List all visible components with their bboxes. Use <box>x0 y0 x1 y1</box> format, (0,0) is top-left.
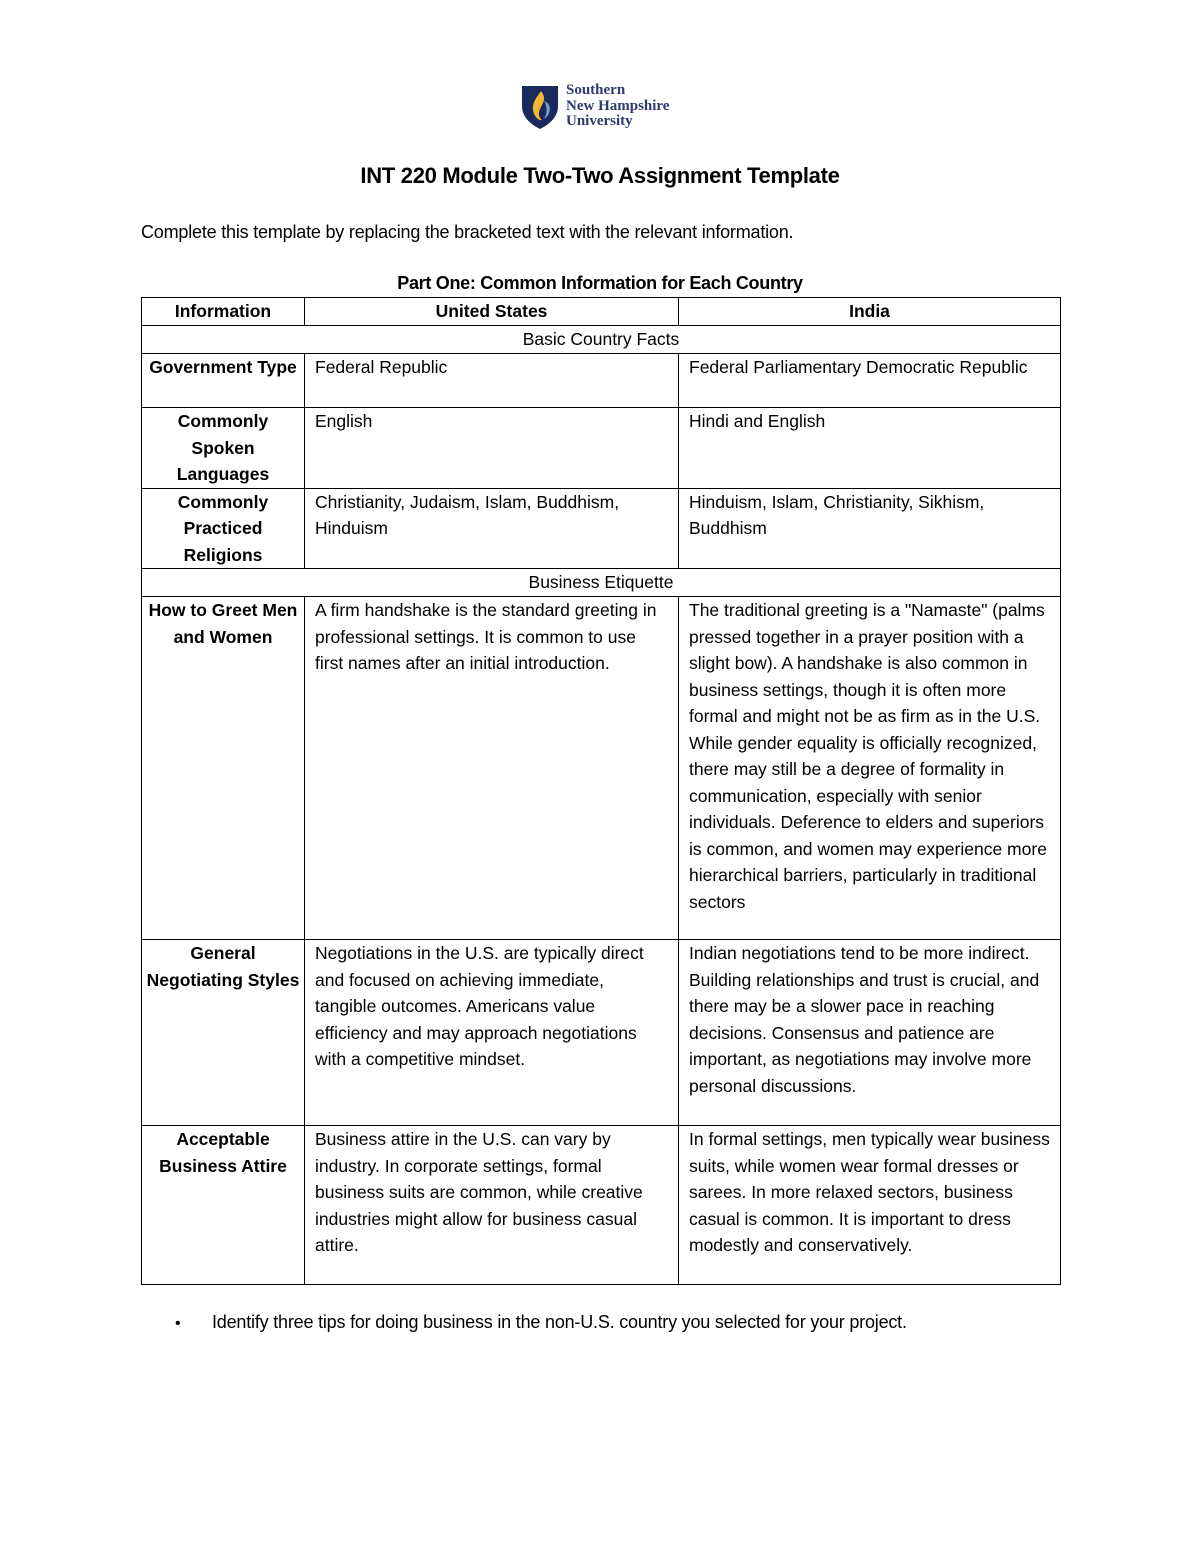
intro-text: Complete this template by replacing the bracketed text with the relevant information. <box>141 222 794 242</box>
table-row <box>142 1126 1061 1285</box>
us-negotiating-styles: Negotiations in the U.S. are typically direct and focused on achieving immediate, tangible outcomes. Americans value efficiency and may approach negotiations with a competitive mindset. <box>305 940 679 1126</box>
shield-flame-icon <box>520 84 560 130</box>
india-negotiating-styles: Indian negotiations tend to be more indirect. Building relationships and trust is crucial, and there may be a slower pace in reaching decisions. Consensus and patience are important, as negotiations may involve more personal discussions. <box>679 940 1061 1126</box>
university-logo <box>520 84 669 130</box>
section-row-basic-facts <box>142 326 1061 354</box>
india-government-type: Federal Parliamentary Democratic Republic <box>679 354 1061 408</box>
section-business-etiquette: Business Etiquette <box>142 569 1061 597</box>
row-label-business-attire: Acceptable Business Attire <box>142 1126 305 1285</box>
us-business-attire: Business attire in the U.S. can vary by industry. In corporate settings, formal business suits are common, while creative industries might allow for business casual attire. <box>305 1126 679 1285</box>
university-name <box>566 83 669 130</box>
logo-line-2: New Hampshire <box>566 97 670 114</box>
india-religions: Hinduism, Islam, Christianity, Sikhism, Buddhism <box>679 488 1061 569</box>
table-row <box>142 940 1061 1126</box>
table-row <box>142 354 1061 408</box>
us-greeting: A firm handshake is the standard greeting in professional settings. It is common to use first names after an initial introduction. <box>305 597 679 940</box>
row-label-languages: Commonly Spoken Languages <box>142 408 305 489</box>
us-government-type: Federal Republic <box>305 354 679 408</box>
header-united-states: United States <box>305 298 679 326</box>
part-one-title: Part One: Common Information for Each Country <box>397 273 803 293</box>
india-greeting: The traditional greeting is a "Namaste" (palms pressed together in a prayer position with a slight bow). A handshake is also common in business settings, though it is often more formal and might not be as firm as in the U.S. While gender equality is officially recognized, there may still be a degree of formality in communication, especially with senior individuals. Deference to elders and superiors is common, and women may experience more hierarchical barriers, particularly in traditional sectors <box>679 597 1061 940</box>
us-languages: English <box>305 408 679 489</box>
header-information: Information <box>142 298 305 326</box>
india-business-attire: In formal settings, men typically wear business suits, while women wear formal dresses or sarees. In more relaxed sectors, business casual is common. It is important to dress modestly and conservatively. <box>679 1126 1061 1285</box>
table-row <box>142 408 1061 489</box>
country-comparison-table <box>141 297 1061 1285</box>
table-header-row <box>142 298 1061 326</box>
table-row <box>142 488 1061 569</box>
row-label-religions: Commonly Practiced Religions <box>142 488 305 569</box>
document-title: INT 220 Module Two-Two Assignment Template <box>360 163 840 188</box>
section-row-business-etiquette <box>142 569 1061 597</box>
header-india: India <box>679 298 1061 326</box>
logo-line-3: University <box>566 113 633 129</box>
instruction-bullet <box>175 1312 907 1333</box>
logo-line-1: Southern <box>566 82 626 98</box>
india-languages: Hindi and English <box>679 408 1061 489</box>
us-religions: Christianity, Judaism, Islam, Buddhism, Hinduism <box>305 488 679 569</box>
row-label-government-type: Government Type <box>142 354 305 408</box>
row-label-greeting: How to Greet Men and Women <box>142 597 305 940</box>
table-row <box>142 597 1061 940</box>
bullet-icon: • <box>175 1315 181 1332</box>
section-basic-country-facts: Basic Country Facts <box>142 326 1061 354</box>
row-label-negotiating-styles: General Negotiating Styles <box>142 940 305 1126</box>
bullet-text: Identify three tips for doing business in the non-U.S. country you selected for your project. <box>212 1312 907 1332</box>
